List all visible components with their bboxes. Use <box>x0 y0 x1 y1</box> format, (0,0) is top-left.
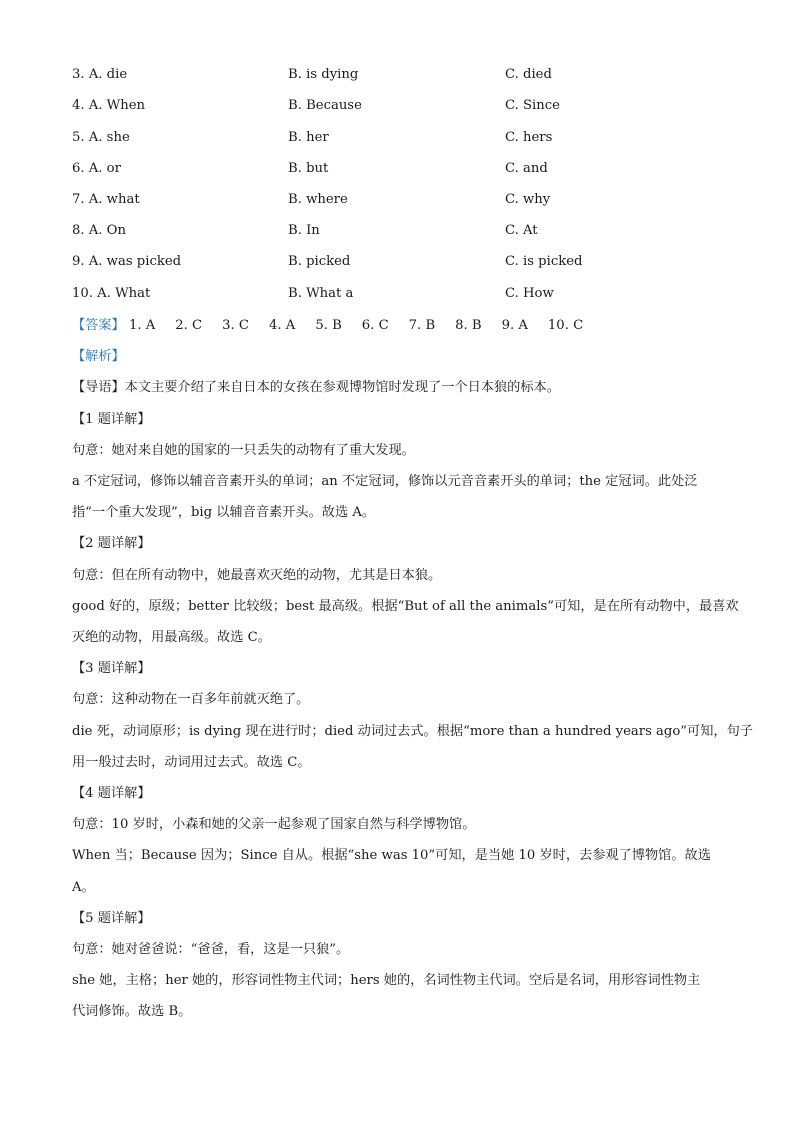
section-line: 用一般过去时，动词用过去式。故选 C。 <box>72 755 311 770</box>
option-c: C. How <box>505 286 554 301</box>
option-b: B. In <box>288 223 320 238</box>
option-row <box>72 161 732 181</box>
intro-text: 本文主要介绍了来自日本的女孩在参观博物馆时发现了一个日本狼的标本。 <box>124 380 560 395</box>
section-heading: 【1 题详解】 <box>72 412 151 427</box>
option-row <box>72 130 732 150</box>
option-c: C. is picked <box>505 254 583 269</box>
section-heading: 【3 题详解】 <box>72 661 151 676</box>
section-line: 句意：她对爸爸说：“爸爸，看，这是一只狼”。 <box>72 942 350 957</box>
answer-item: 6. C <box>361 318 389 333</box>
option-a: 7. A. what <box>72 192 140 207</box>
option-a: 10. A. What <box>72 286 151 301</box>
section-line: 灭绝的动物，用最高级。故选 C。 <box>72 630 271 645</box>
answer-item: 9. A <box>501 318 528 333</box>
answer-items <box>125 318 603 333</box>
option-b: B. picked <box>288 254 351 269</box>
option-row <box>72 286 732 306</box>
option-a: 4. A. When <box>72 98 146 113</box>
answer-item: 7. B <box>408 318 436 333</box>
section-line: 句意：这种动物在一百多年前就灭绝了。 <box>72 692 310 707</box>
option-a: 6. A. or <box>72 161 121 176</box>
section-line: 句意：但在所有动物中，她最喜欢灭绝的动物，尤其是日本狼。 <box>72 568 442 583</box>
intro-line <box>72 378 732 398</box>
section-line: A。 <box>72 880 95 895</box>
option-b: B. is dying <box>288 67 359 82</box>
section-line: When 当；Because 因为；Since 自从。根据“she was 10”可知，是当她 10 岁时，去参观了博物馆。故选 <box>72 848 711 863</box>
answer-item: 3. C <box>222 318 250 333</box>
answer-item: 4. A <box>269 318 296 333</box>
option-row <box>72 192 732 212</box>
option-c: C. At <box>505 223 538 238</box>
option-c: C. Since <box>505 98 560 113</box>
option-b: B. Because <box>288 98 362 113</box>
option-row <box>72 98 732 118</box>
section-line: 指“一个重大发现”，big 以辅音音素开头。故选 A。 <box>72 505 376 520</box>
answer-item: 10. C <box>547 318 584 333</box>
option-c: C. hers <box>505 130 553 145</box>
answer-item: 2. C <box>175 318 203 333</box>
section-heading: 【2 题详解】 <box>72 536 151 551</box>
answer-item: 8. B <box>455 318 482 333</box>
option-a: 5. A. she <box>72 130 130 145</box>
section-heading: 【4 题详解】 <box>72 786 151 801</box>
option-b: B. where <box>288 192 348 207</box>
option-a: 3. A. die <box>72 67 128 82</box>
section-line: 句意：她对来自她的国家的一只丢失的动物有了重大发现。 <box>72 443 415 458</box>
answer-label: 【答案】 <box>72 318 125 333</box>
option-row <box>72 254 732 274</box>
section-line: a 不定冠词，修饰以辅音音素开头的单词；an 不定冠词，修饰以元音音素开头的单词；the 定冠词。此处泛 <box>72 474 698 489</box>
section-line: 句意：10 岁时，小森和她的父亲一起参观了国家自然与科学博物馆。 <box>72 817 476 832</box>
answer-item: 5. B <box>315 318 342 333</box>
option-a: 9. A. was picked <box>72 254 182 269</box>
section-heading: 【5 题详解】 <box>72 911 151 926</box>
section-line: good 好的，原级；better 比较级；best 最高级。根据“But of all the animals”可知，是在所有动物中，最喜欢 <box>72 599 739 614</box>
option-row <box>72 67 732 87</box>
analysis-label: 【解析】 <box>72 349 125 364</box>
answer-line <box>72 316 732 336</box>
option-c: C. and <box>505 161 548 176</box>
option-a: 8. A. On <box>72 223 126 238</box>
option-b: B. What a <box>288 286 354 301</box>
section-line: 代词修饰。故选 B。 <box>72 1004 192 1019</box>
option-c: C. died <box>505 67 552 82</box>
option-b: B. but <box>288 161 329 176</box>
section-line: she 她，主格；her 她的，形容词性物主代词；hers 她的，名词性物主代词。空后是名词，用形容词性物主 <box>72 973 701 988</box>
section-line: die 死，动词原形；is dying 现在进行时；died 动词过去式。根据“more than a hundred years ago”可知，句子 <box>72 724 753 739</box>
option-b: B. her <box>288 130 329 145</box>
option-row <box>72 223 732 243</box>
option-c: C. why <box>505 192 551 207</box>
intro-label: 【导语】 <box>72 380 125 395</box>
answer-item: 1. A <box>128 318 156 333</box>
